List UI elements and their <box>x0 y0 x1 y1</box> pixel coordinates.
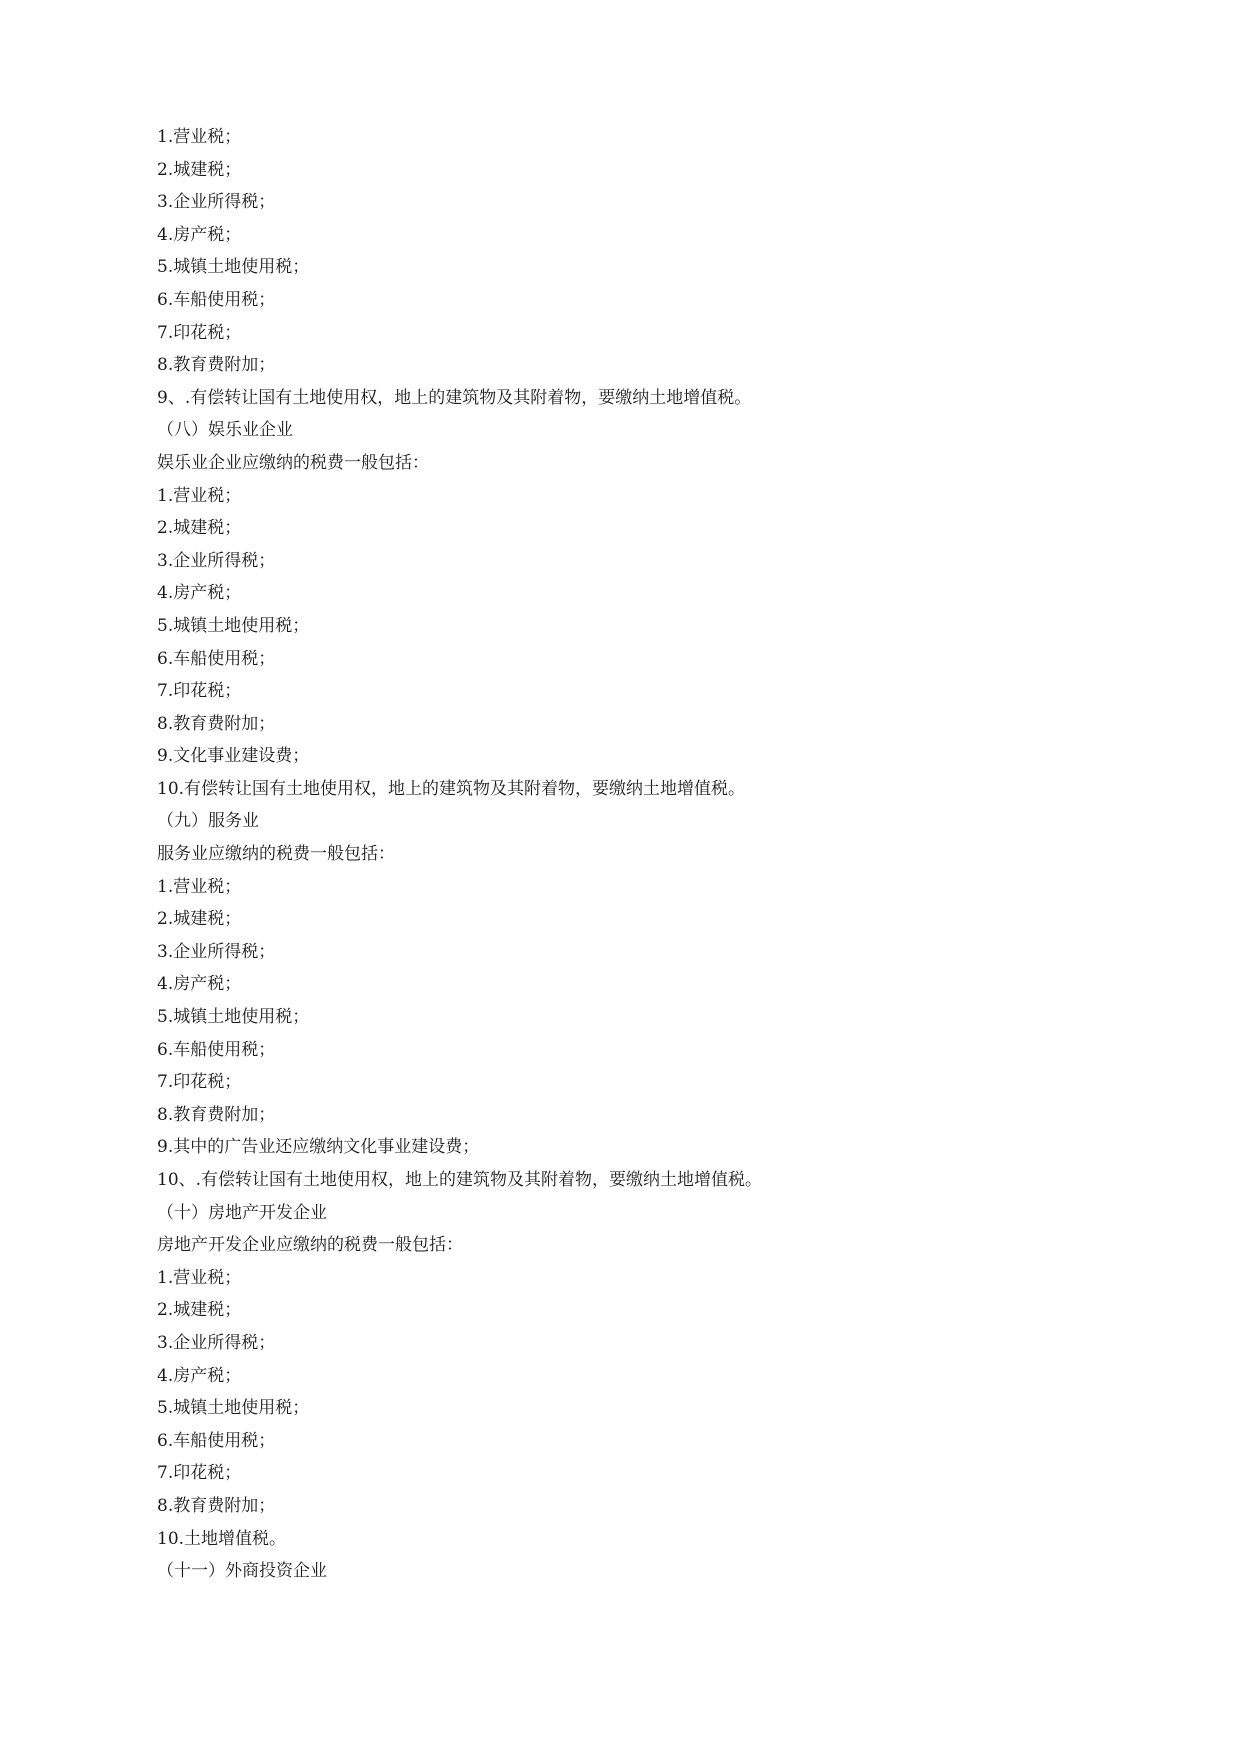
section-heading: （十一）外商投资企业 <box>157 1561 327 1582</box>
text-line: 4.房产税； <box>157 224 242 245</box>
text-line: 3.企业所得税； <box>157 550 276 571</box>
text-line: 5.城镇土地使用税； <box>157 257 310 278</box>
text-line: 10.土地增值税。 <box>157 1528 287 1549</box>
text-line: 8.教育费附加； <box>157 355 276 376</box>
text-line: 8.教育费附加； <box>157 1104 276 1125</box>
text-line: 7.印花税； <box>157 1463 242 1484</box>
text-line: 9.文化事业建设费； <box>157 746 310 767</box>
text-line: 7.印花税； <box>157 322 242 343</box>
section-heading: （八）娱乐业企业 <box>157 420 293 441</box>
text-line: 7.印花税； <box>157 1072 242 1093</box>
text-line: 6.车船使用税； <box>157 289 276 310</box>
section-heading: （九）服务业 <box>157 811 259 832</box>
text-line: 3.企业所得税； <box>157 192 276 213</box>
text-line: 6.车船使用税； <box>157 648 276 669</box>
section-intro: 娱乐业企业应缴纳的税费一般包括： <box>157 452 429 473</box>
text-line: 8.教育费附加； <box>157 1495 276 1516</box>
text-line: 1.营业税； <box>157 876 242 897</box>
section-intro: 房地产开发企业应缴纳的税费一般包括： <box>157 1235 463 1256</box>
text-line: 4.房产税； <box>157 1365 242 1386</box>
text-line: 1.营业税； <box>157 485 242 506</box>
text-line: 6.车船使用税； <box>157 1430 276 1451</box>
text-line: 5.城镇土地使用税； <box>157 615 310 636</box>
text-line: 5.城镇土地使用税； <box>157 1398 310 1419</box>
text-line: 2.城建税； <box>157 909 242 930</box>
text-line: 2.城建税； <box>157 159 242 180</box>
document-page <box>157 121 1157 1588</box>
text-line: 3.企业所得税； <box>157 1332 276 1353</box>
text-line: 8.教育费附加； <box>157 713 276 734</box>
text-line: 1.营业税； <box>157 127 242 147</box>
text-line: 6.车船使用税； <box>157 1039 276 1060</box>
text-line: 3.企业所得税； <box>157 941 276 962</box>
text-line: 4.房产税； <box>157 583 242 604</box>
text-line: 9.其中的广告业还应缴纳文化事业建设费； <box>157 1137 480 1158</box>
text-line: 4.房产税； <box>157 974 242 995</box>
text-line: 7.印花税； <box>157 681 242 702</box>
text-line: 2.城建税； <box>157 1300 242 1321</box>
section-heading: （十）房地产开发企业 <box>157 1202 327 1223</box>
text-line: 2.城建税； <box>157 518 242 539</box>
text-line: 10、.有偿转让国有土地使用权，地上的建筑物及其附着物，要缴纳土地增值税。 <box>157 1170 763 1190</box>
section-intro: 服务业应缴纳的税费一般包括： <box>157 844 395 865</box>
text-line: 9、.有偿转让国有土地使用权，地上的建筑物及其附着物，要缴纳土地增值税。 <box>157 387 752 408</box>
text-line: 5.城镇土地使用税； <box>157 1007 310 1028</box>
text-line: 10.有偿转让国有土地使用权，地上的建筑物及其附着物，要缴纳土地增值税。 <box>157 778 746 799</box>
text-line: 1.营业税； <box>157 1267 242 1288</box>
